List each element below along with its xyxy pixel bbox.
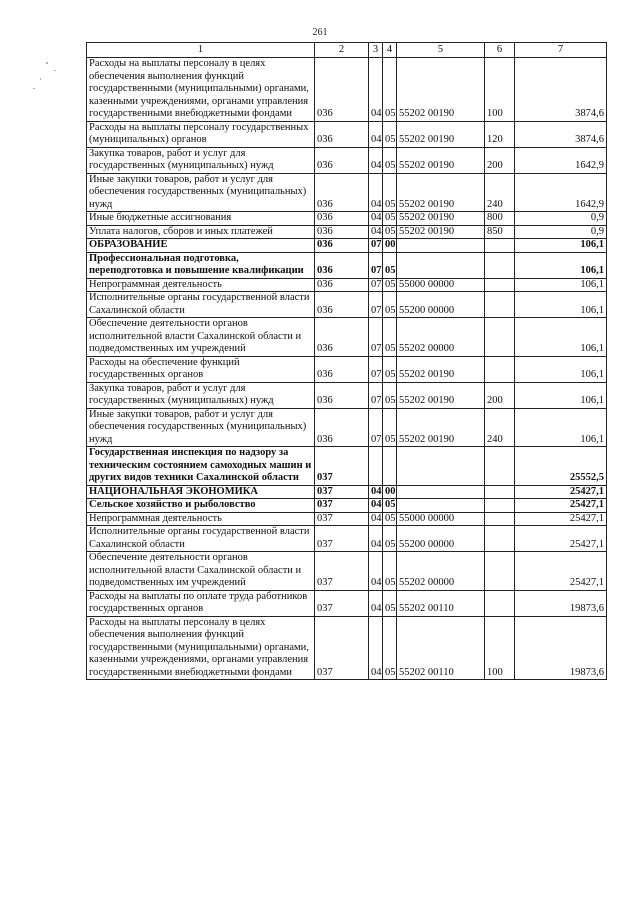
table-row — [87, 356, 607, 382]
cell-rz: 04 — [369, 121, 383, 147]
cell-vr: 120 — [485, 121, 515, 147]
cell-vr — [485, 447, 515, 486]
cell-csr: 55202 00190 — [397, 382, 485, 408]
header-col-1: 1 — [87, 43, 315, 58]
cell-name: Исполнительные органы государственной власти Сахалинской области — [87, 526, 315, 552]
cell-sum: 106,1 — [515, 239, 607, 253]
cell-pr: 05 — [383, 356, 397, 382]
cell-pr: 05 — [383, 147, 397, 173]
cell-sum: 25552,5 — [515, 447, 607, 486]
cell-vr — [485, 590, 515, 616]
cell-name: Иные закупки товаров, работ и услуг для обеспечения государственных (муниципальных) нужд — [87, 408, 315, 447]
cell-name: Уплата налогов, сборов и иных платежей — [87, 225, 315, 239]
cell-ved: 036 — [315, 252, 369, 278]
cell-ved: 037 — [315, 590, 369, 616]
header-col-4: 4 — [383, 43, 397, 58]
cell-pr: 05 — [383, 121, 397, 147]
cell-pr: 05 — [383, 499, 397, 513]
table-row — [87, 173, 607, 212]
cell-ved: 037 — [315, 616, 369, 680]
cell-csr — [397, 447, 485, 486]
cell-ved: 036 — [315, 239, 369, 253]
cell-sum: 106,1 — [515, 408, 607, 447]
cell-name: Расходы на выплаты по оплате труда работников государственных органов — [87, 590, 315, 616]
table-row — [87, 590, 607, 616]
cell-name: Иные бюджетные ассигнования — [87, 212, 315, 226]
table-row — [87, 239, 607, 253]
table-body — [87, 58, 607, 680]
cell-csr: 55202 00190 — [397, 121, 485, 147]
cell-name: Закупка товаров, работ и услуг для государственных (муниципальных) нужд — [87, 382, 315, 408]
cell-ved: 037 — [315, 499, 369, 513]
cell-ved: 036 — [315, 121, 369, 147]
cell-sum: 1642,9 — [515, 173, 607, 212]
table-row — [87, 447, 607, 486]
table-row — [87, 318, 607, 357]
cell-pr: 05 — [383, 408, 397, 447]
cell-ved: 037 — [315, 526, 369, 552]
cell-csr: 55202 00190 — [397, 212, 485, 226]
budget-table — [86, 42, 607, 680]
cell-rz: 07 — [369, 356, 383, 382]
cell-pr: 05 — [383, 292, 397, 318]
cell-sum: 25427,1 — [515, 485, 607, 499]
cell-name: Непрограммная деятельность — [87, 512, 315, 526]
cell-pr: 05 — [383, 225, 397, 239]
header-col-7: 7 — [515, 43, 607, 58]
cell-csr: 55000 00000 — [397, 512, 485, 526]
table-row — [87, 278, 607, 292]
cell-rz: 07 — [369, 318, 383, 357]
cell-csr: 55202 00000 — [397, 552, 485, 591]
cell-sum: 25427,1 — [515, 499, 607, 513]
cell-sum: 1642,9 — [515, 147, 607, 173]
cell-rz: 04 — [369, 526, 383, 552]
cell-ved: 036 — [315, 58, 369, 122]
header-col-6: 6 — [485, 43, 515, 58]
cell-vr: 100 — [485, 616, 515, 680]
cell-csr: 55202 00110 — [397, 616, 485, 680]
cell-name: Расходы на выплаты персоналу государственных (муниципальных) органов — [87, 121, 315, 147]
header-row — [87, 43, 607, 58]
cell-csr: 55200 00000 — [397, 526, 485, 552]
cell-name: Профессиональная подготовка, переподготовка и повышение квалификации — [87, 252, 315, 278]
cell-name: ОБРАЗОВАНИЕ — [87, 239, 315, 253]
cell-csr: 55202 00190 — [397, 356, 485, 382]
cell-sum: 0,9 — [515, 225, 607, 239]
cell-ved: 036 — [315, 173, 369, 212]
cell-rz: 07 — [369, 278, 383, 292]
cell-vr — [485, 278, 515, 292]
table-row — [87, 526, 607, 552]
table-row — [87, 499, 607, 513]
cell-vr — [485, 526, 515, 552]
cell-pr: 05 — [383, 212, 397, 226]
cell-csr: 55202 00190 — [397, 147, 485, 173]
cell-vr — [485, 292, 515, 318]
cell-vr: 200 — [485, 147, 515, 173]
table-row — [87, 485, 607, 499]
cell-rz: 04 — [369, 225, 383, 239]
cell-ved: 037 — [315, 447, 369, 486]
cell-sum: 3874,6 — [515, 121, 607, 147]
cell-name: Иные закупки товаров, работ и услуг для обеспечения государственных (муниципальных) нужд — [87, 173, 315, 212]
cell-sum: 106,1 — [515, 318, 607, 357]
cell-ved: 036 — [315, 408, 369, 447]
cell-rz: 04 — [369, 173, 383, 212]
cell-ved: 036 — [315, 318, 369, 357]
cell-sum: 106,1 — [515, 382, 607, 408]
cell-name: Государственная инспекция по надзору за техническим состоянием самоходных машин и других видов техники Сахалинской области — [87, 447, 315, 486]
table-row — [87, 212, 607, 226]
table-row — [87, 147, 607, 173]
cell-sum: 106,1 — [515, 356, 607, 382]
table-row — [87, 382, 607, 408]
scan-speck — [46, 62, 48, 64]
cell-sum: 25427,1 — [515, 526, 607, 552]
cell-pr: 05 — [383, 318, 397, 357]
table-row — [87, 512, 607, 526]
cell-vr — [485, 356, 515, 382]
cell-rz: 04 — [369, 147, 383, 173]
cell-rz: 07 — [369, 408, 383, 447]
cell-name: Закупка товаров, работ и услуг для государственных (муниципальных) нужд — [87, 147, 315, 173]
cell-ved: 036 — [315, 212, 369, 226]
cell-csr: 55200 00000 — [397, 292, 485, 318]
cell-rz: 04 — [369, 485, 383, 499]
cell-ved: 036 — [315, 278, 369, 292]
cell-ved: 036 — [315, 382, 369, 408]
cell-ved: 036 — [315, 225, 369, 239]
cell-vr: 100 — [485, 58, 515, 122]
cell-csr — [397, 239, 485, 253]
cell-vr — [485, 485, 515, 499]
cell-rz: 04 — [369, 58, 383, 122]
cell-vr: 200 — [485, 382, 515, 408]
cell-pr: 05 — [383, 58, 397, 122]
cell-sum: 25427,1 — [515, 552, 607, 591]
cell-vr: 240 — [485, 173, 515, 212]
table-row — [87, 58, 607, 122]
cell-vr: 800 — [485, 212, 515, 226]
cell-name: Обеспечение деятельности органов исполнительной власти Сахалинской области и подведомственных им учреждений — [87, 318, 315, 357]
cell-csr — [397, 499, 485, 513]
cell-rz: 04 — [369, 212, 383, 226]
cell-sum: 19873,6 — [515, 616, 607, 680]
cell-vr — [485, 239, 515, 253]
cell-rz — [369, 447, 383, 486]
cell-csr — [397, 485, 485, 499]
table-row — [87, 252, 607, 278]
cell-sum: 0,9 — [515, 212, 607, 226]
cell-csr: 55202 00190 — [397, 408, 485, 447]
cell-vr: 240 — [485, 408, 515, 447]
cell-sum: 106,1 — [515, 292, 607, 318]
table-row — [87, 616, 607, 680]
cell-pr: 00 — [383, 485, 397, 499]
cell-vr — [485, 552, 515, 591]
cell-name: Обеспечение деятельности органов исполнительной власти Сахалинской области и подведомственных им учреждений — [87, 552, 315, 591]
cell-pr: 05 — [383, 552, 397, 591]
cell-csr: 55202 00190 — [397, 58, 485, 122]
cell-pr: 00 — [383, 239, 397, 253]
scan-speck — [54, 70, 56, 71]
cell-pr: 05 — [383, 173, 397, 212]
cell-sum: 106,1 — [515, 278, 607, 292]
cell-sum: 25427,1 — [515, 512, 607, 526]
cell-vr — [485, 512, 515, 526]
cell-name: Расходы на обеспечение функций государственных органов — [87, 356, 315, 382]
cell-rz: 07 — [369, 239, 383, 253]
header-col-3: 3 — [369, 43, 383, 58]
cell-vr — [485, 318, 515, 357]
cell-ved: 036 — [315, 356, 369, 382]
header-col-2: 2 — [315, 43, 369, 58]
scan-speck — [33, 88, 35, 89]
cell-sum: 19873,6 — [515, 590, 607, 616]
cell-name: Расходы на выплаты персоналу в целях обеспечения выполнения функций государственными (муниципальными) органами, казенными учреждениями, органами управления государственными внебюджетными фондами — [87, 616, 315, 680]
cell-csr: 55202 00110 — [397, 590, 485, 616]
cell-name: Сельское хозяйство и рыболовство — [87, 499, 315, 513]
header-col-5: 5 — [397, 43, 485, 58]
cell-ved: 037 — [315, 512, 369, 526]
cell-pr: 05 — [383, 616, 397, 680]
cell-pr: 05 — [383, 252, 397, 278]
cell-ved: 036 — [315, 292, 369, 318]
cell-csr: 55202 00190 — [397, 173, 485, 212]
cell-rz: 04 — [369, 590, 383, 616]
cell-rz: 07 — [369, 252, 383, 278]
cell-ved: 036 — [315, 147, 369, 173]
cell-rz: 07 — [369, 292, 383, 318]
table-row — [87, 121, 607, 147]
cell-name: Непрограммная деятельность — [87, 278, 315, 292]
cell-csr: 55202 00190 — [397, 225, 485, 239]
cell-rz: 07 — [369, 382, 383, 408]
page-number: 261 — [312, 27, 328, 38]
cell-vr — [485, 499, 515, 513]
cell-pr: 05 — [383, 512, 397, 526]
cell-sum: 3874,6 — [515, 58, 607, 122]
cell-csr: 55202 00000 — [397, 318, 485, 357]
cell-pr: 05 — [383, 278, 397, 292]
cell-ved: 037 — [315, 552, 369, 591]
cell-rz: 04 — [369, 616, 383, 680]
cell-pr — [383, 447, 397, 486]
cell-rz: 04 — [369, 512, 383, 526]
cell-sum: 106,1 — [515, 252, 607, 278]
cell-ved: 037 — [315, 485, 369, 499]
cell-rz: 04 — [369, 552, 383, 591]
cell-pr: 05 — [383, 526, 397, 552]
cell-name: Исполнительные органы государственной власти Сахалинской области — [87, 292, 315, 318]
cell-name: Расходы на выплаты персоналу в целях обеспечения выполнения функций государственными (муниципальными) органами, казенными учреждениями, органами управления государственными внебюджетными фондами — [87, 58, 315, 122]
cell-name: НАЦИОНАЛЬНАЯ ЭКОНОМИКА — [87, 485, 315, 499]
scan-speck — [40, 78, 41, 80]
cell-pr: 05 — [383, 590, 397, 616]
table-row — [87, 408, 607, 447]
cell-vr — [485, 252, 515, 278]
cell-csr — [397, 252, 485, 278]
cell-pr: 05 — [383, 382, 397, 408]
table-row — [87, 292, 607, 318]
cell-rz: 04 — [369, 499, 383, 513]
table-row — [87, 225, 607, 239]
cell-vr: 850 — [485, 225, 515, 239]
table-row — [87, 552, 607, 591]
cell-csr: 55000 00000 — [397, 278, 485, 292]
